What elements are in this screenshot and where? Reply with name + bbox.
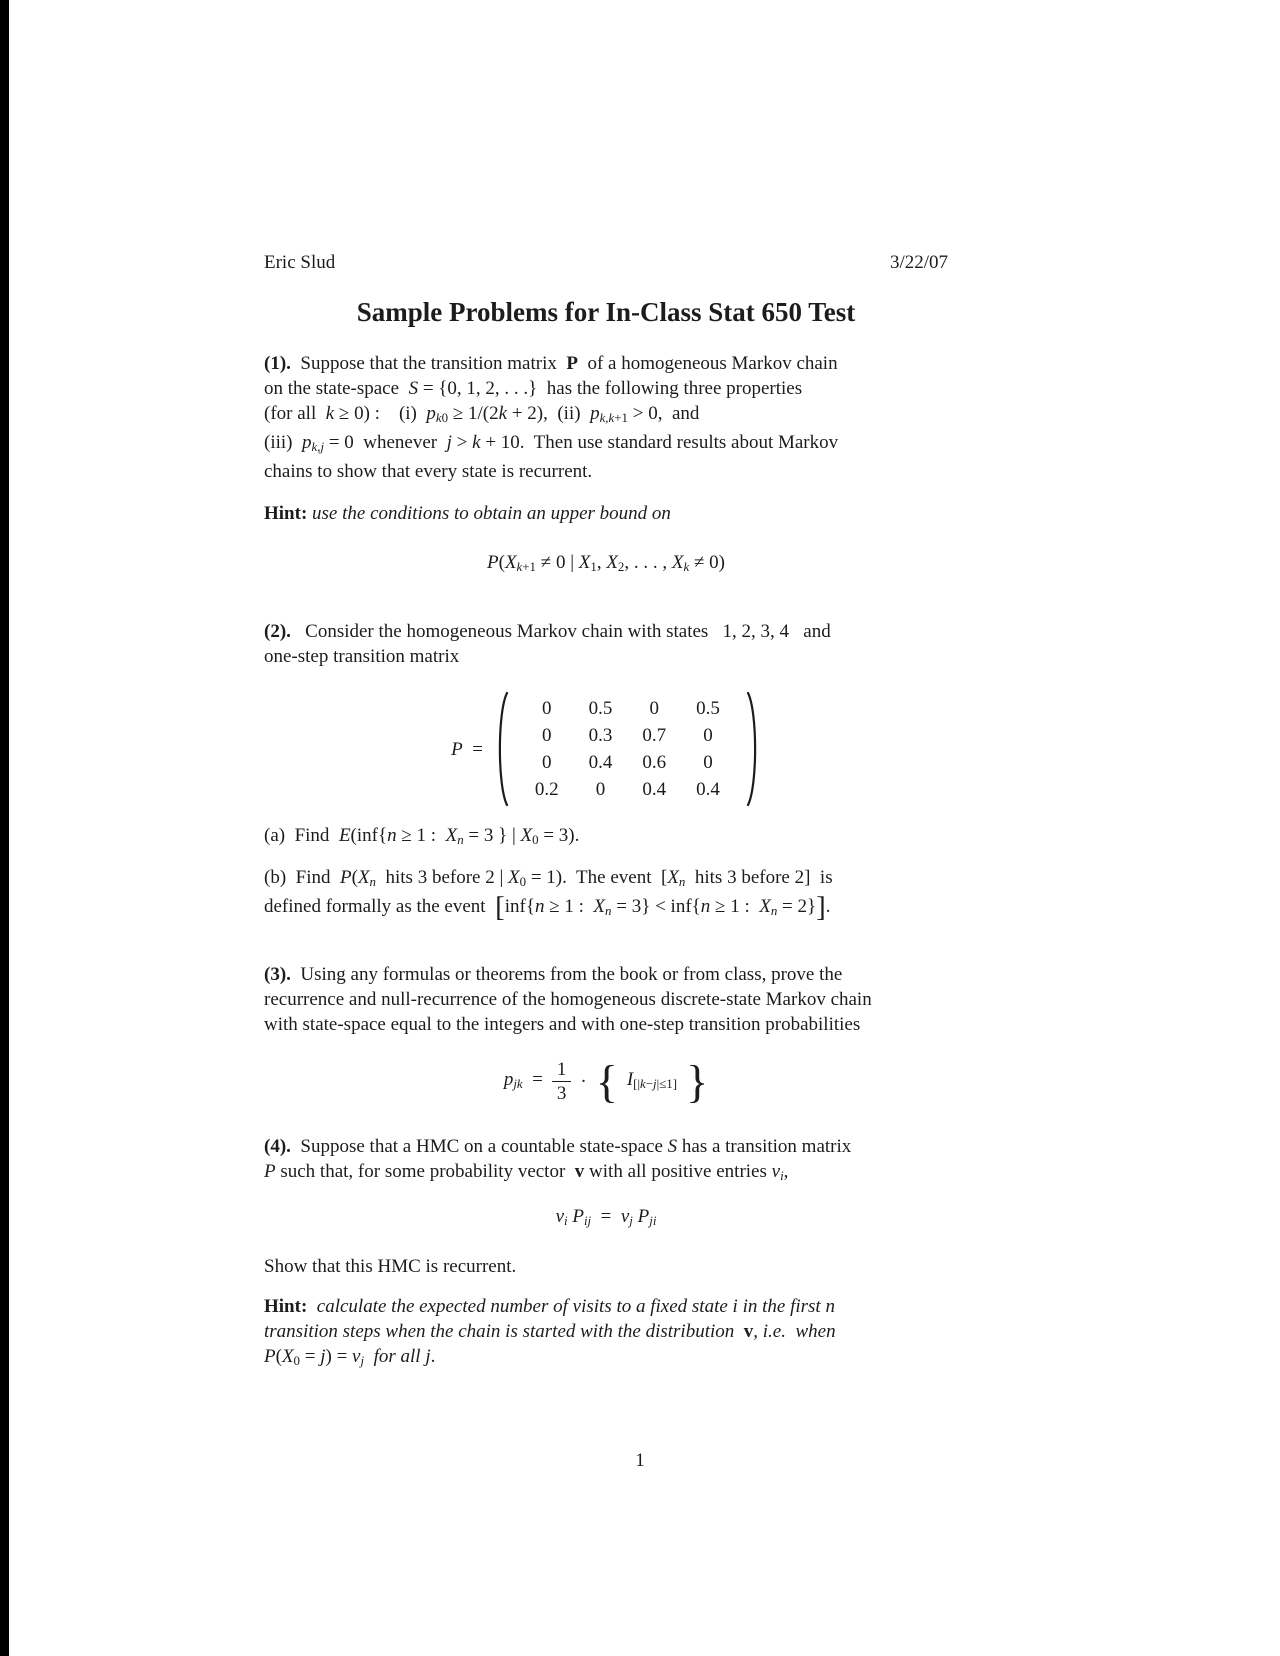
formula-lhs: pjk = <box>503 1069 543 1092</box>
matrix-cell: 0 <box>649 698 660 720</box>
matrix-cell: 0.4 <box>588 752 613 774</box>
right-brace: } <box>686 1055 709 1107</box>
matrix-cell: 0 <box>703 725 713 747</box>
matrix-cell: 0.7 <box>642 725 667 747</box>
problem-3-formula <box>264 1054 948 1110</box>
transition-matrix <box>264 690 948 808</box>
author-name: Eric Slud <box>264 252 336 273</box>
problem-1-body: (1). Suppose that the transition matrix P of a homogeneous Markov chain on the state-space S = {0, 1, 2, . . .} has the following three properties (for all k ≥ 0) : (i) pk0 ≥ 1/(2k + 2), (ii) pk,k+1 > 0, and (iii) pk,j = 0 whenever j > k + 10. Then use standard results about Markov chains to show that every state is recurrent. <box>264 353 839 483</box>
problem-4-equation: vi Pij = vj Pji <box>555 1205 657 1228</box>
matrix-row <box>520 749 735 776</box>
problem-4-hint: Hint: calculate the expected number of visits to a fixed state i in the first n transition steps when the chain is started with the distribution v, i.e. when P(X0 = j) = vj for all j. <box>264 1295 836 1368</box>
matrix-cell: 0.4 <box>642 779 667 801</box>
problem-3-body: (3). Using any formulas or theorems from the book or from class, prove the recurrence and null-recurrence of the homogeneous discrete-state Markov chain with state-space equal to the integers and with one-step transition probabilities <box>264 963 872 1035</box>
fraction-denominator: 3 <box>556 1083 567 1105</box>
problem-4-show-line: Show that this HMC is recurrent. <box>264 1255 517 1277</box>
problem-1-equation: P(Xk+1 ≠ 0 | X1, X2, . . . , Xk ≠ 0) <box>487 552 725 575</box>
matrix-cell: 0.6 <box>642 752 667 774</box>
page-content <box>264 250 948 1373</box>
matrix-cell: 0.3 <box>588 725 613 747</box>
problem-2-part-b: (b) Find P(Xn hits 3 before 2 | X0 = 1). The event [Xn hits 3 before 2] is defined formally as the event [inf{n ≥ 1 : Xn = 3} < inf{n ≥ 1 : Xn = 2}]. <box>264 867 833 924</box>
matrix-cell: 0 <box>595 779 606 801</box>
document-header <box>264 250 948 275</box>
problem-1-hint: Hint: use the conditions to obtain an upper bound on <box>264 503 671 525</box>
matrix-cell: 0.5 <box>588 698 613 720</box>
document-title: Sample Problems for In-Class Stat 650 Test <box>356 297 856 327</box>
fraction-one-third <box>552 1058 572 1105</box>
matrix-cell: 0.2 <box>534 779 559 801</box>
problem-2-part-a: (a) Find E(inf{n ≥ 1 : Xn = 3 } | X0 = 3). <box>264 825 580 848</box>
matrix-cell: 0 <box>542 698 552 720</box>
matrix-lhs: P = <box>451 738 483 760</box>
matrix-cell: 0.5 <box>696 698 720 720</box>
page-number: 1 <box>635 1450 645 1471</box>
fraction-numerator: 1 <box>552 1058 572 1082</box>
matrix-cell: 0 <box>703 752 713 774</box>
scan-edge-artifact <box>0 0 9 1656</box>
problem-2-intro: (2). Consider the homogeneous Markov chain with states 1, 2, 3, 4 and one-step transition matrix <box>264 621 831 668</box>
matrix-cell: 0 <box>542 725 552 747</box>
matrix-table <box>520 695 735 803</box>
left-brace: { <box>595 1055 618 1107</box>
matrix-row <box>520 776 735 803</box>
matrix-row <box>520 695 735 722</box>
matrix-row <box>520 722 735 749</box>
matrix-cell: 0.4 <box>696 779 720 801</box>
problem-4-body: (4). Suppose that a HMC on a countable state-space S has a transition matrix P such that, for some probability vector v with all positive entries vi, <box>264 1135 852 1183</box>
matrix-left-paren-icon <box>494 690 509 808</box>
multiplication-dot: · <box>580 1071 587 1093</box>
matrix-right-paren-icon <box>746 690 761 808</box>
document-date: 3/22/07 <box>889 252 948 273</box>
formula-body: I[|k−j|≤1] <box>626 1069 678 1092</box>
matrix-cell: 0 <box>542 752 552 774</box>
